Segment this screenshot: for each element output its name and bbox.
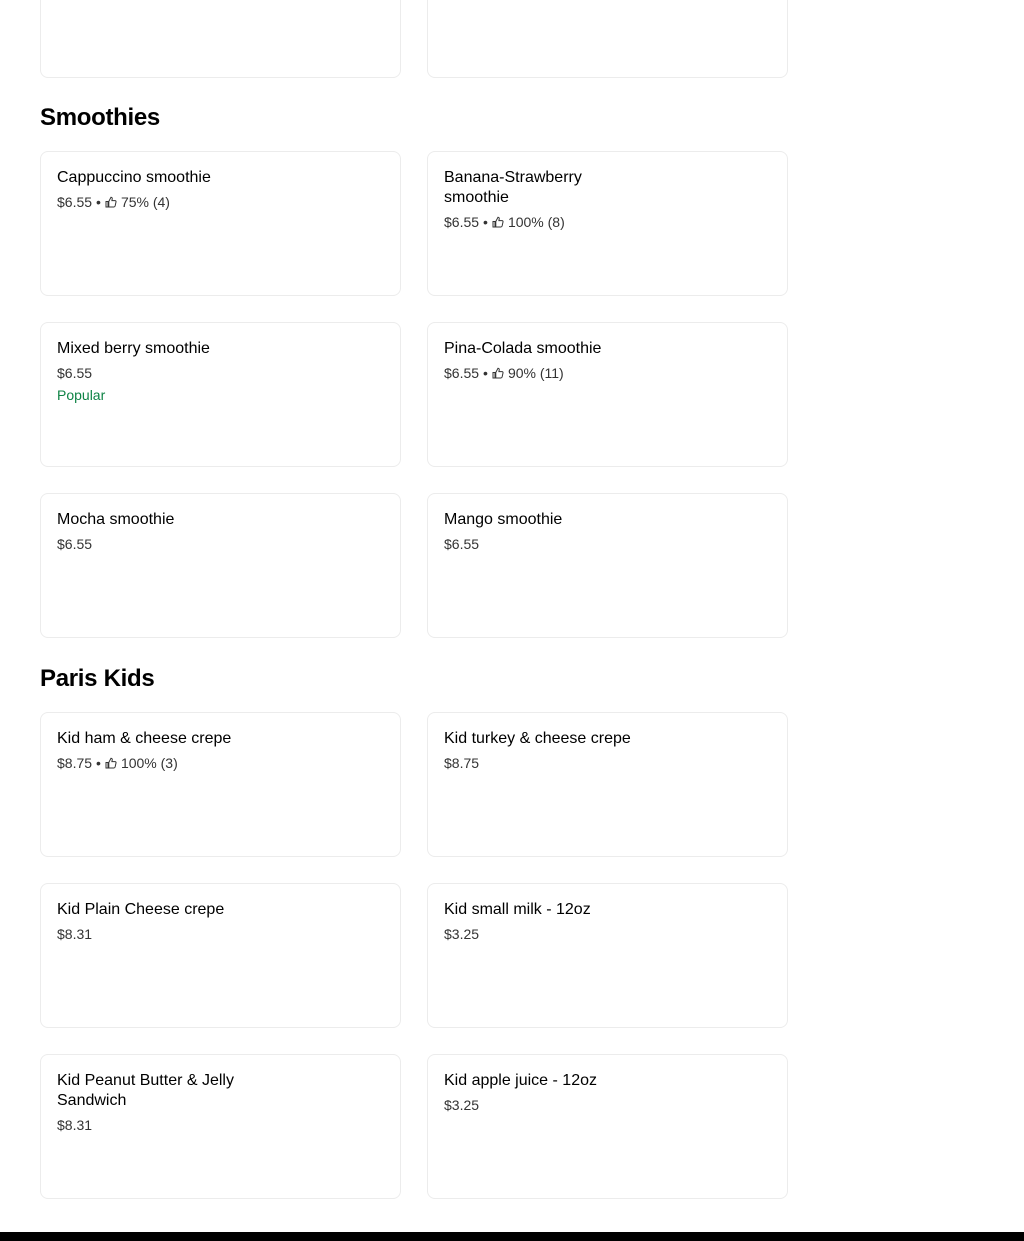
item-price: $3.25 (444, 926, 480, 942)
item-rating: 100% (8) (507, 214, 565, 230)
item-name: Banana-Strawberry smoothie (444, 169, 582, 206)
item-price: $8.31 (57, 926, 93, 942)
item-meta (57, 754, 384, 772)
menu-item-card[interactable] (427, 0, 788, 78)
item-price: $6.55 (57, 365, 93, 381)
item-price: $3.25 (444, 1097, 480, 1113)
item-name: Pina-Colada smoothie (444, 340, 602, 357)
menu-item-card[interactable] (427, 712, 788, 857)
section-title-smoothies: Smoothies (40, 104, 160, 131)
item-rating: 90% (11) (507, 365, 564, 381)
item-meta (444, 535, 771, 553)
menu-item-card[interactable] (427, 493, 788, 638)
menu-item-card[interactable] (40, 0, 401, 78)
item-price: $6.55 (444, 214, 480, 230)
thumbs-up-icon (492, 216, 504, 228)
item-name: Mocha smoothie (57, 511, 175, 528)
item-name: Mango smoothie (444, 511, 563, 528)
menu-item-card[interactable] (40, 322, 401, 467)
item-name: Kid turkey & cheese crepe (444, 730, 631, 747)
item-price: $8.75 (57, 755, 93, 771)
menu-item-card[interactable] (40, 1054, 401, 1199)
item-meta (444, 1096, 771, 1114)
meta-separator: • (483, 365, 488, 381)
item-meta (444, 364, 771, 382)
menu-item-card[interactable] (427, 322, 788, 467)
item-meta (444, 754, 771, 772)
item-name: Kid ham & cheese crepe (57, 730, 232, 747)
meta-separator: • (483, 214, 488, 230)
item-price: $8.31 (57, 1117, 93, 1133)
menu-item-card[interactable] (40, 883, 401, 1028)
menu-item-card[interactable] (40, 493, 401, 638)
menu-item-card[interactable] (427, 151, 788, 296)
menu-item-card[interactable] (427, 883, 788, 1028)
meta-separator: • (96, 755, 101, 771)
item-meta (444, 925, 771, 943)
item-meta (444, 213, 771, 231)
menu-item-card[interactable] (40, 712, 401, 857)
item-meta (57, 193, 384, 211)
item-meta (57, 1116, 384, 1134)
item-price: $6.55 (444, 536, 480, 552)
item-price: $6.55 (444, 365, 480, 381)
footer-bar (0, 1232, 1024, 1241)
thumbs-up-icon (105, 757, 117, 769)
item-name: Cappuccino smoothie (57, 169, 211, 186)
item-price: $6.55 (57, 536, 93, 552)
menu-item-card[interactable] (40, 151, 401, 296)
thumbs-up-icon (105, 196, 117, 208)
item-price: $8.75 (444, 755, 480, 771)
item-meta (57, 535, 384, 553)
item-price: $6.55 (57, 194, 93, 210)
item-name: Kid Peanut Butter & Jelly Sandwich (57, 1072, 234, 1109)
item-rating: 75% (4) (120, 194, 170, 210)
item-meta (57, 925, 384, 943)
meta-separator: • (96, 194, 101, 210)
item-meta (57, 364, 384, 382)
item-name: Mixed berry smoothie (57, 340, 210, 357)
section-title-paris-kids: Paris Kids (40, 665, 155, 692)
menu-item-card[interactable] (427, 1054, 788, 1199)
item-name: Kid Plain Cheese crepe (57, 901, 225, 918)
item-name: Kid apple juice - 12oz (444, 1072, 597, 1089)
thumbs-up-icon (492, 367, 504, 379)
popular-badge: Popular (57, 387, 106, 403)
item-name: Kid small milk - 12oz (444, 901, 591, 918)
item-rating: 100% (3) (120, 755, 178, 771)
